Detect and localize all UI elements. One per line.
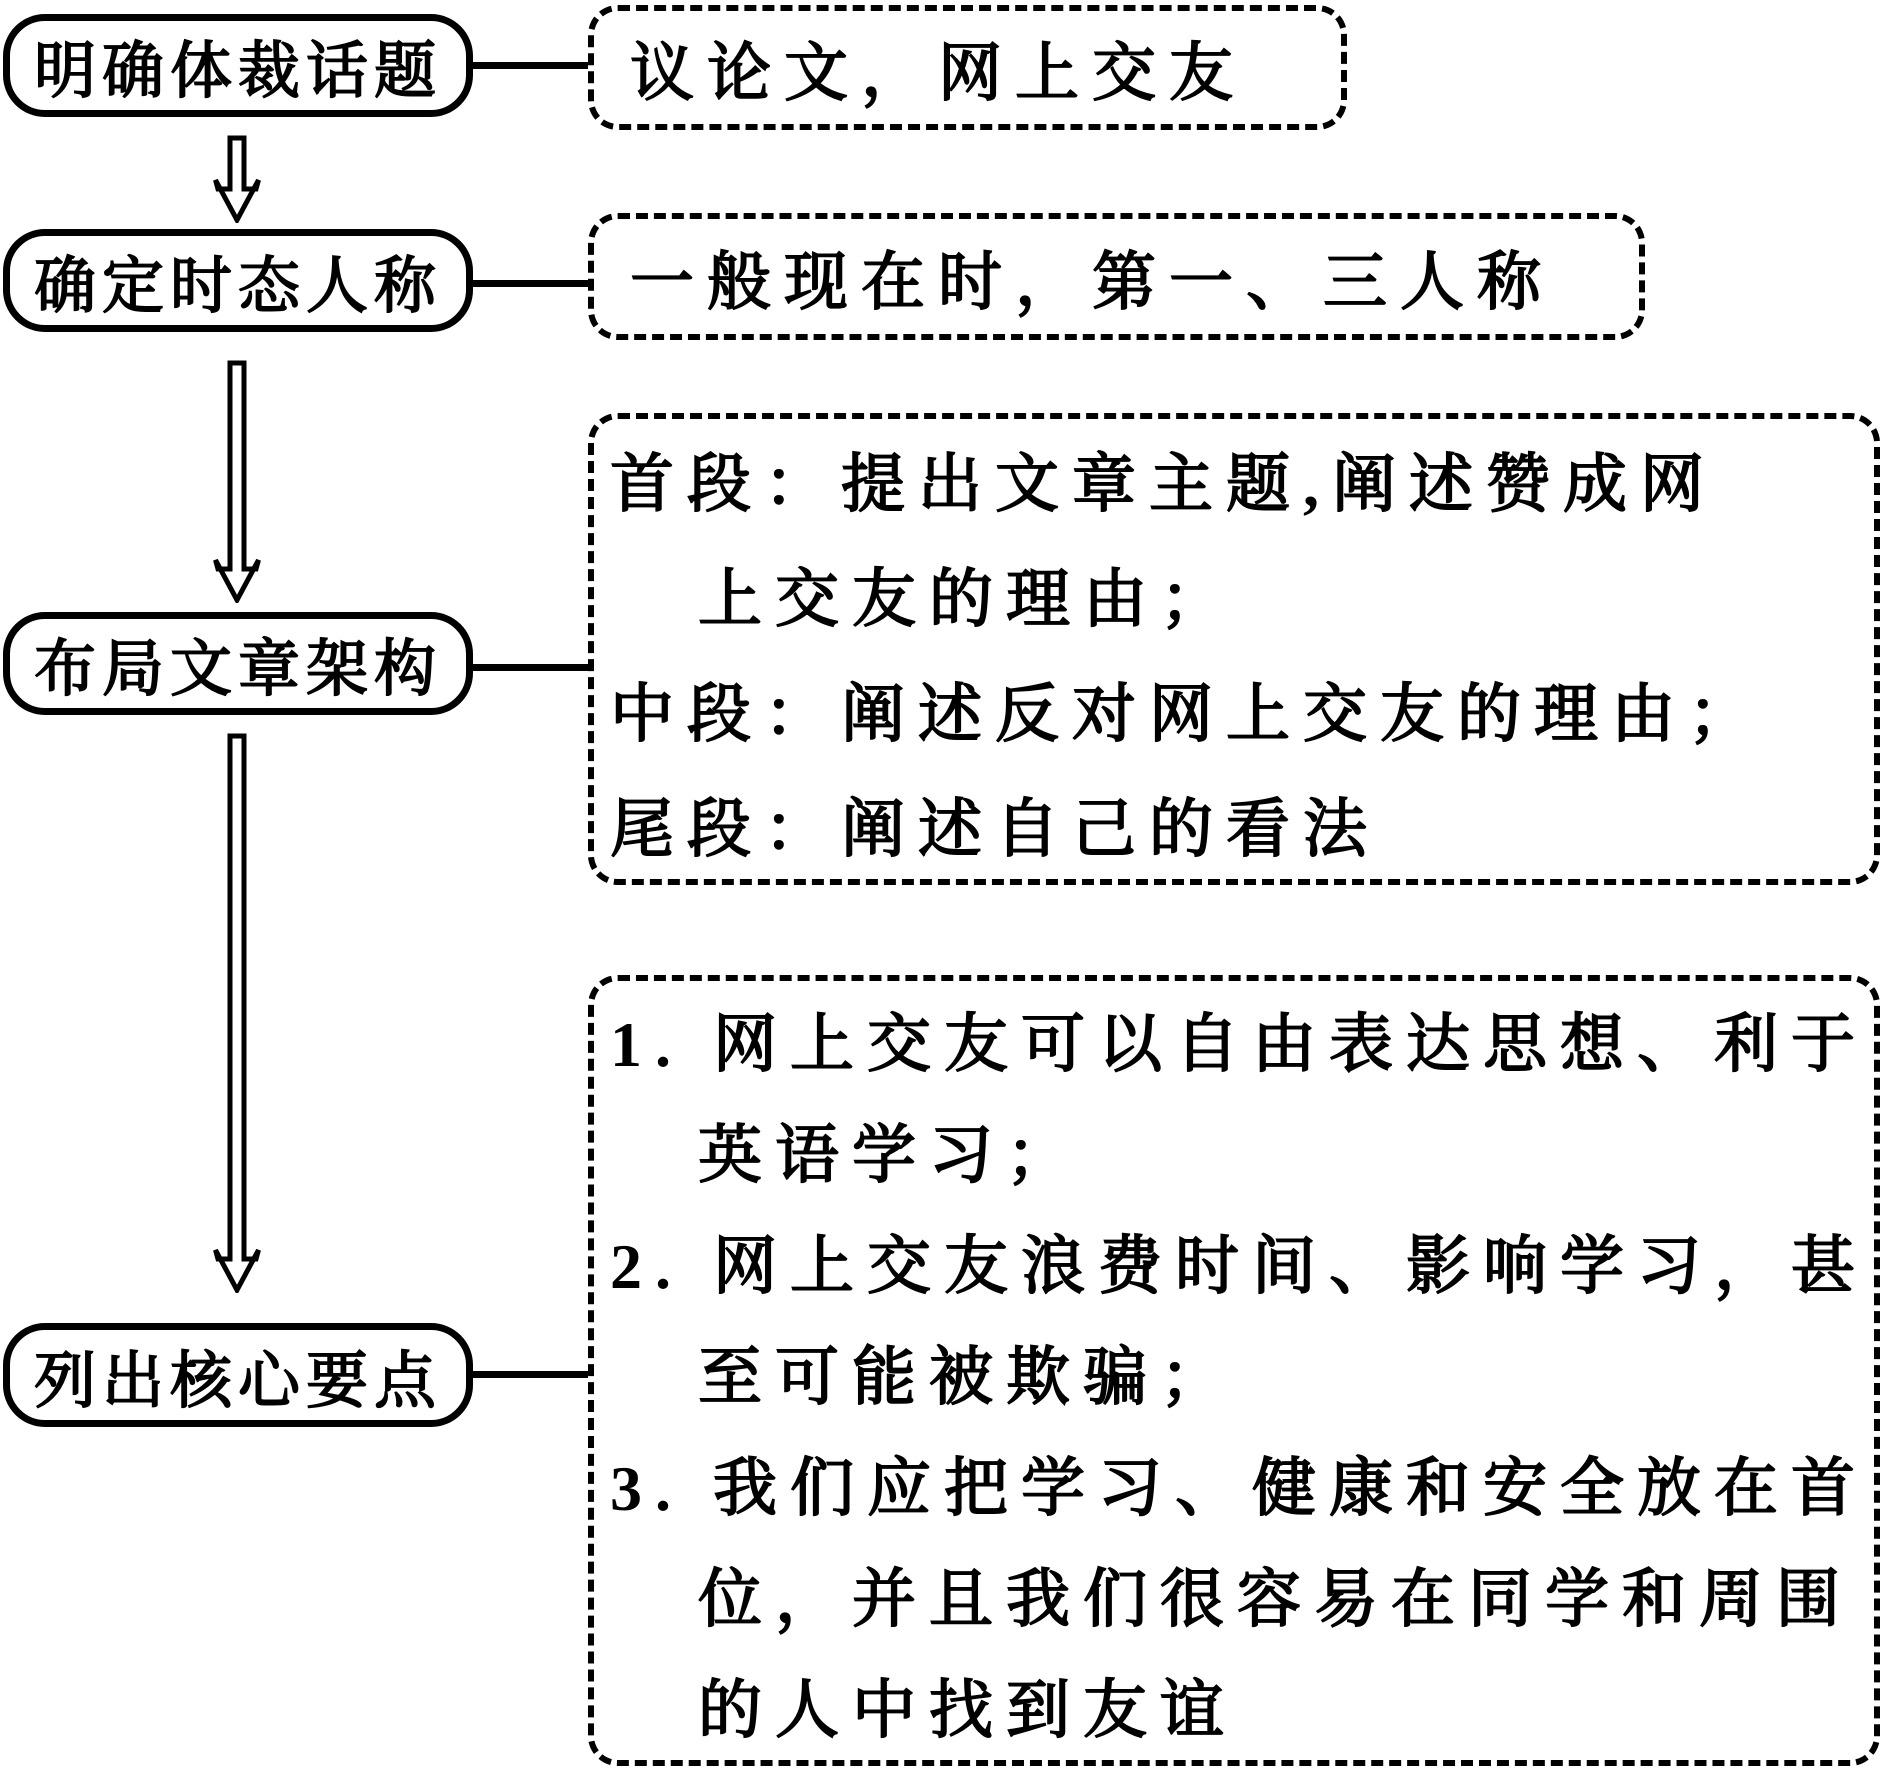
detail-line: 中段：阐述反对网上交友的理由； xyxy=(610,678,1765,750)
down-arrow-icon xyxy=(213,733,261,1293)
step-box-key-points xyxy=(3,1323,473,1427)
step-box-structure xyxy=(3,612,473,715)
detail-box-genre-topic xyxy=(588,5,1347,130)
detail-line: 位，并且我们很容易在同学和周围 xyxy=(698,1563,1853,1635)
detail-line: 3. 我们应把学习、健康和安全放在首 xyxy=(610,1452,1868,1524)
detail-line: 议论文，网上交友 xyxy=(630,37,1246,109)
step-box-genre-topic xyxy=(3,14,473,117)
detail-box-tense-person xyxy=(588,213,1645,340)
detail-line: 英语学习； xyxy=(698,1119,1083,1191)
detail-line: 首段：提出文章主题,阐述赞成网 xyxy=(610,448,1717,520)
connector-line xyxy=(470,280,592,287)
detail-line: 上交友的理由； xyxy=(698,563,1237,635)
down-arrow-icon xyxy=(213,360,261,603)
step-label: 明确体裁话题 xyxy=(33,38,442,106)
step-label: 布局文章架构 xyxy=(33,636,442,704)
detail-line: 尾段：阐述自己的看法 xyxy=(610,793,1380,865)
detail-box-key-points xyxy=(588,975,1880,1766)
step-label: 列出核心要点 xyxy=(33,1347,442,1416)
step-label: 确定时态人称 xyxy=(33,253,442,321)
detail-line: 的人中找到友谊 xyxy=(698,1674,1237,1746)
detail-line: 一般现在时，第一、三人称 xyxy=(630,246,1554,318)
step-box-tense-person xyxy=(3,229,473,332)
detail-box-structure xyxy=(588,413,1880,885)
connector-line xyxy=(470,62,592,69)
detail-line: 1. 网上交友可以自由表达思想、利于 xyxy=(610,1008,1868,1080)
detail-line: 至可能被欺骗； xyxy=(698,1341,1237,1413)
detail-line: 2. 网上交友浪费时间、影响学习，甚 xyxy=(610,1230,1868,1302)
connector-line xyxy=(470,1371,592,1378)
down-arrow-icon xyxy=(213,135,261,223)
connector-line xyxy=(470,664,592,671)
